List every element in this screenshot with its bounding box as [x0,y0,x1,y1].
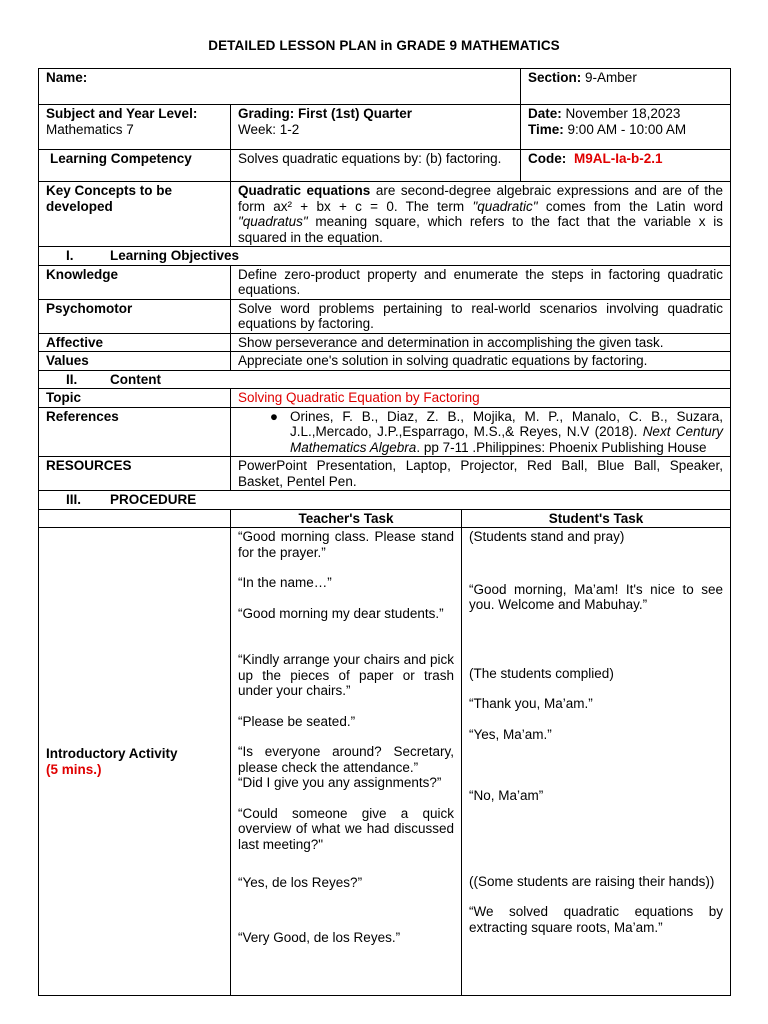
objective-row-psychomotor [39,299,731,333]
student-task-cell [462,528,731,996]
procedure-section-heading [39,491,731,510]
teacher-line: “Good morning my dear students.” [238,605,444,621]
competency-label-cell [39,150,231,182]
objective-label: Values [39,352,231,371]
student-line: “No, Ma’am” [469,788,544,803]
procedure-section-number: III. [66,492,82,507]
teacher-line: “Very Good, de los Reyes.” [238,929,401,945]
key-concepts-row [39,182,731,247]
reference-entry [290,409,723,456]
objective-label: Affective [39,333,231,352]
topic-value: Solving Quadratic Equation by Factoring [231,389,731,408]
references-label: References [39,407,231,457]
objectives-section-row [39,247,731,266]
date-value: November 18,2023 [565,106,681,121]
date-time-cell [521,105,731,150]
teacher-line: “Kindly arrange your chairs and pick up the pieces of paper or trash under your chairs.” [238,652,454,698]
objective-value: Show perseverance and determination in accomplishing the given task. [231,333,731,352]
resources-row [39,457,731,491]
name-row [39,69,731,105]
key-concepts-text [231,182,731,247]
resources-label: RESOURCES [39,457,231,491]
references-cell [231,407,731,457]
objective-label: Psychomotor [39,299,231,333]
student-line: “Thank you, Ma’am.” [469,696,593,711]
teacher-line: “Is everyone around? Secretary, please check the attendance.” [238,744,454,775]
student-line: (The students complied) [469,665,614,681]
procedure-header-row [39,509,731,528]
section-label: Section: [528,70,582,85]
name-label: Name: [46,70,88,85]
lesson-plan-table [38,68,731,996]
subject-cell [39,105,231,150]
reference-book-title: Next Century Mathematics Algebra [290,424,724,455]
teacher-line: “In the name…” [238,575,332,590]
subject-value: Mathematics 7 [46,121,134,137]
objectives-section-title: Learning Objectives [110,248,240,263]
bullet-icon: ● [269,408,278,424]
subject-row [39,105,731,150]
competency-row [39,150,731,182]
competency-value: Solves quadratic equations by: (b) factoring. [231,150,521,182]
competency-label: Learning Competency [50,151,192,166]
objectives-section-number: I. [66,248,74,263]
code-label: Code: [528,151,567,166]
time-value: 9:00 AM - 10:00 AM [567,121,687,137]
objective-row-knowledge [39,265,731,299]
week-value: 1-2 [279,121,300,137]
content-section-title: Content [110,371,161,387]
objective-value: Define zero-product property and enumerate the steps in factoring quadratic equations. [231,265,731,299]
content-section-row [39,370,731,389]
resources-value: PowerPoint Presentation, Laptop, Projector, Red Ball, Blue Ball, Speaker, Basket, Pentel Pen. [231,457,731,491]
teacher-line: “Good morning class. Please stand for the prayer.” [238,529,454,560]
grading-value: First (1st) Quarter [298,106,413,121]
teacher-line: “Did I give you any assignments?” [238,775,442,790]
content-section-heading [39,370,731,389]
procedure-section-title: PROCEDURE [110,492,197,507]
teacher-task-cell [231,528,462,996]
key-concepts-text-1: are second-degree algebraic expressions and are of the form ax² + bx + c = 0. The term [238,183,724,214]
section-cell [521,69,731,105]
objective-row-affective [39,333,731,352]
introductory-activity-duration: (5 mins.) [46,761,102,777]
introductory-activity-cell [39,528,231,996]
references-row [39,407,731,457]
topic-label: Topic [39,389,231,408]
student-line: (Students stand and pray) [469,529,625,544]
content-section-number: II. [66,371,78,387]
introductory-activity-label: Introductory Activity [46,746,178,761]
week-label: Week: [238,121,277,137]
objective-value: Solve word problems pertaining to real-world scenarios involving quadratic equations by factoring. [231,299,731,333]
grading-cell [231,105,521,150]
objective-label: Knowledge [39,265,231,299]
student-task-header: Student's Task [462,509,731,528]
date-label: Date: [528,106,562,121]
objective-value: Appreciate one's solution in solving quadratic equations by factoring. [231,352,731,371]
reference-text-2: . pp 7-11 .Philippines: Phoenix Publishing House [416,439,707,455]
topic-row [39,389,731,408]
subject-label: Subject and Year Level: [46,106,198,121]
quadratic-term: "quadratic" [472,198,538,214]
objectives-section-heading [39,247,731,266]
student-line: ((Some students are raising their hands)) [469,873,715,889]
key-concepts-label: Key Concepts to be developed [39,182,231,247]
reference-text-1: Orines, F. B., Diaz, Z. B., Mojika, M. P., Manalo, C. B., Suzara, J.L.,Mercado, J.P.,Esparrago, M.S.,& Reyes, N.V (2018). [290,408,724,439]
document-title: DETAILED LESSON PLAN in GRADE 9 MATHEMATICS [208,38,560,53]
key-concepts-text-3: meaning square, which refers to the fact that the variable x is squared in the equation. [238,214,724,245]
teacher-line: “Yes, de los Reyes?” [238,875,363,890]
student-line: “Yes, Ma’am.” [469,726,552,742]
grading-label: Grading: [238,106,295,121]
name-cell [39,69,521,105]
procedure-header-blank [39,509,231,528]
section-value: 9-Amber [585,70,637,85]
student-line: “We solved quadratic equations by extracting square roots, Ma’am.” [469,904,724,935]
code-value: M9AL-Ia-b-2.1 [574,151,663,166]
quadratus-term: "quadratus" [238,214,308,229]
teacher-task-header: Teacher's Task [231,509,462,528]
key-concepts-text-2: comes from the Latin word [537,198,723,214]
key-concepts-term: Quadratic equations [238,183,371,198]
procedure-section-row [39,491,731,510]
time-label: Time: [528,121,564,137]
teacher-line: “Could someone give a quick overview of what we had discussed last meeting?" [238,805,454,852]
code-cell [521,150,731,182]
teacher-line: “Please be seated.” [238,713,356,729]
objective-row-values [39,352,731,371]
introductory-activity-row [39,528,731,996]
student-line: “Good morning, Ma’am! It's nice to see you. Welcome and Mabuhay.” [469,581,724,612]
